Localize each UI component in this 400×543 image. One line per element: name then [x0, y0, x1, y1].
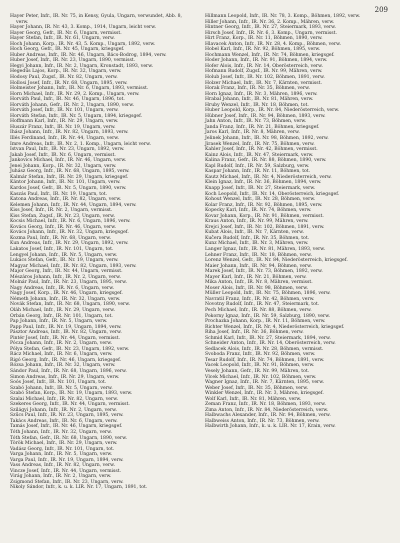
casualty-entry: Virág Johann, Infr., IR. Nr. 2, Ungarn, verw.: [10, 474, 112, 480]
casualty-entry: Mika Anton, Infr., IR. Nr. 8, Mähren, vermisst.: [205, 280, 313, 286]
casualty-entry: Müller Leopold, Infr., IR. Nr. 75, Böhmen, 1896, verw.: [205, 291, 331, 297]
casualty-entry: Katona Andreas, Infr., IR. Nr. 82, Ungarn, verw.: [10, 197, 122, 203]
casualty-entry: Kohout Wenzel, Infr., IR. Nr. 28, Böhmen, verw.: [205, 197, 316, 203]
casualty-entry: Magyar Michael, Infr., IR. Nr. 82, Ungarn, 1893, verw.: [10, 263, 137, 269]
left-column: [10, 14, 190, 491]
casualty-entry: Krejci Josef, Infr., IR. Nr. 102, Böhmen, 1891, verw.: [205, 224, 325, 230]
casualty-entry: Kolar Franz, Infr., IR. Nr. 92, Böhmen, 1895, verw.: [205, 202, 323, 208]
casualty-entry: Hochmann Wenzel, Infr., IR. Nr. 74, Böhmen, kriegsgef.: [205, 52, 335, 58]
casualty-entry: Wolf Karl, Infr., IR. Nr. 81, Mähren, verw.: [205, 396, 302, 402]
casualty-entry: Hiller Johann, Infr., IR. Nr. 36, 2. Komp., Mähren, verw.: [205, 19, 335, 25]
casualty-entry: Horváth Paul, Infr., IR. Nr. 46, Ungarn, 1896, tot.: [10, 97, 125, 103]
casualty-entry: Hirt Franz, Korp., IR. Nr. 11, Böhmen, 1890, verw.: [205, 36, 323, 42]
casualty-entry: Ihász Johann, Infr., IR. Nr. 82, Ungarn, 1893, verw.: [10, 130, 129, 136]
casualty-entry: Kovács Georg, Infr., IR. Nr. 46, Ungarn, verw.: [10, 224, 117, 230]
right-column: [205, 14, 385, 430]
casualty-entry: Hobel Karl, Infr., IR. Nr. 92, Böhmen, 1895, verw.: [205, 47, 321, 53]
casualty-entry: Lorenz Wenzel, Gefr., IR. Nr. 84, Niederösterreich, kriegsgef.: [205, 258, 348, 264]
casualty-entry: Mészáros Johann, Infr., IR. Nr. 2, Ungarn, verw.: [10, 274, 122, 280]
casualty-entry: Rácz Michael, Infr., IR. Nr. 6, Ungarn, verw.: [10, 352, 113, 358]
casualty-entry: Rózsa Johann, Infr., IR. Nr. 32, Ungarn, verw.: [10, 363, 116, 369]
casualty-entry: Kraus Anton, Infr., IR. Nr. 99, Mähren, verw.: [205, 219, 309, 225]
casualty-entry: Halbwachs Alexander, Infr., IR. Nr. 94, Böhmen, verw.: [205, 413, 331, 419]
casualty-entry: Major Georg, Infr., IR. Nr. 44, Ungarn, vermisst.: [10, 269, 123, 275]
casualty-entry: Hruby Wenzel, Infr., IR. Nr. 18, Böhmen, tot.: [205, 102, 309, 108]
casualty-entry: Nagy Josef, Korp., IR. Nr. 46, Ungarn, kriegsgef.: [10, 291, 123, 297]
casualty-entry: Vlcek Michael, Infr., IR. Nr. 102, Böhmen, verw.: [205, 374, 317, 380]
casualty-entry: Hodosy Paul, Zugsf., IR. Nr. 82, Ungarn, verw.: [10, 75, 118, 81]
casualty-entry: Huber Leopold, Korp., IR. Nr. 84, Niederösterreich, verw.: [205, 108, 340, 114]
casualty-entry: Hayer Stefan, Infr., IR. Nr. 61, Ungarn, verw.: [10, 36, 115, 42]
casualty-entry: Navratil Franz, Infr., IR. Nr. 42, Böhmen, verw.: [205, 296, 315, 302]
casualty-entry: Halbweiss Anton, Infr., IR. Nr. 73, Böhmen, verw.: [205, 418, 320, 424]
casualty-entry: Pintér Josef, Infr., IR. Nr. 44, Ungarn, vermisst.: [10, 335, 120, 341]
casualty-entry: Svoboda Franz, Infr., IR. Nr. 92, Böhmen, verw.: [205, 352, 316, 358]
casualty-entry: Horváth Johann, Gefr., IR. Nr. 2, Ungarn, 1890, verw.: [10, 102, 135, 108]
casualty-entry: Hayer Georg, Gefr., IR. Nr. 6, Ungarn, vermisst.: [10, 30, 122, 36]
casualty-entry: Schneider Anton, Infr., IR. Nr. 14, Oberösterreich, verw.: [205, 341, 336, 347]
casualty-entry: Szűcs Paul, Infr., IR. Nr. 23, Ungarn, 1895, verw.: [10, 413, 124, 419]
casualty-entry: Hrabal Johann, Infr., IR. Nr. 81, Mähren, verw.: [205, 97, 314, 103]
casualty-entry: Kovács Johann, Infr., IR. Nr. 32, Ungarn, kriegsgef.: [10, 230, 129, 236]
casualty-entry: Orbán Georg, Infr., IR. Nr. 101, Ungarn, tot.: [10, 313, 113, 319]
casualty-entry: Lehner Franz, Infr., IR. Nr. 18, Böhmen, verw.: [205, 252, 313, 258]
casualty-entry: Holub Josef, Infr., IR. Nr. 102, Böhmen, 1891, verw.: [205, 75, 325, 81]
casualty-entry: Zsigmond Stefan, Infr., IR. Nr. 23, Ungarn, verw.: [10, 479, 124, 485]
casualty-entry: Novotny Rudolf, Infr., IR. Nr. 47, Steiermark, tot.: [205, 302, 320, 308]
casualty-entry: Tóth Stefan, Gefr., IR. Nr. 68, Ungarn, 1890, verw.: [10, 435, 128, 441]
casualty-entry: Hlavacek Anton, Infr., IR. Nr. 28, 4. Komp., Böhmen, verw.: [205, 41, 341, 47]
casualty-entry: Janda Franz, Infr., IR. Nr. 21, Böhmen, kriegsgef.: [205, 124, 320, 130]
casualty-entry: Hillmann Leopold, Infr., IR. Nr. 78, 3. Komp., Böhmen, 1892, verw.: [205, 14, 361, 19]
casualty-entry: Rigó Georg, Infr., IR. Nr. 46, Ungarn, kriegsgef.: [10, 357, 122, 363]
casualty-entry: Varga Johann, Infr., IR. Nr. 5, Ungarn, verw.: [10, 452, 113, 458]
casualty-entry: Takács Andreas, Infr., IR. Nr. 6, Ungarn, verw.: [10, 418, 118, 424]
casualty-entry: Hayer Johann, IR. Nr. 43, 3. Komp., 1914, Ungarn, leicht verw.: [10, 25, 157, 31]
casualty-entry: Kun Andreas, Infr., IR. Nr. 29, Ungarn, 1892, verw.: [10, 241, 129, 247]
casualty-entry: Wagner Ignaz, Infr., IR. Nr. 7, Kärnten, 1895, verw.: [205, 380, 325, 386]
casualty-entry: Kautz Michael, Infr., IR. Nr. 4, Niederösterreich, verw.: [205, 174, 332, 180]
casualty-entry: Hegedűs Lajos, Korp., IR. Nr. 32, Ungarn, verw.: [10, 69, 122, 75]
casualty-entry: Imre Andreas, Infr., IR. Nr. 2, 1. Komp., Ungarn, leicht verw.: [10, 141, 151, 147]
casualty-entry: Hegyi Johann, Infr., IR. Nr. 2, Ungarn, Kronstadt, 1893, verw.: [10, 63, 154, 69]
casualty-entry: Simon Andreas, Infr., IR. Nr. 29, Ungarn, verw.: [10, 374, 120, 380]
casualty-entry: Kardos Josef, Gefr., IR. Nr. 5, Ungarn, 1890, verw.: [10, 185, 127, 191]
casualty-entry: Kaszás Paul, Infr., IR. Nr. 19, Ungarn, tot.: [10, 191, 108, 197]
casualty-entry: Török Michael, Infr., IR. Nr. 29, Ungarn, verw.: [10, 441, 118, 447]
casualty-entry: Szalai Michael, Infr., IR. Nr. 82, Ungarn, verw.: [10, 396, 119, 402]
casualty-entry: Moser Alois, Infr., IR. Nr. 98, Böhmen, verw.: [205, 285, 309, 291]
casualty-entry: Koch Leopold, Infr., IR. Nr. 14, Oberösterreich, kriegsgef.: [205, 191, 340, 197]
casualty-entry: Kopecky Karl, Infr., IR. Nr. 74, Böhmen, verw.: [205, 208, 312, 214]
casualty-entry: Pokorny Ignaz, Infr., IR. Nr. 59, Salzburg, 1890, verw.: [205, 313, 331, 319]
casualty-entry: Oláh Michael, Infr., IR. Nr. 29, Ungarn, verw.: [10, 307, 116, 313]
casualty-entry: Soós Josef, Infr., IR. Nr. 101, Ungarn, tot.: [10, 380, 107, 386]
casualty-entry: Winkler Wenzel, Infr., IR. Nr. 3, Mähren, kriegsgef.: [205, 391, 324, 397]
casualty-entry: Szekeres Georg, Infr., IR. Nr. 44, Ungarn, vermisst.: [10, 402, 130, 408]
casualty-entry: Papp Paul, Infr., IR. Nr. 19, Ungarn, 1894, verw.: [10, 324, 122, 330]
casualty-entry: Hoffmann Karl, Infr., IR. Nr. 29, Ungarn, verw.: [10, 119, 119, 125]
casualty-entry: Varga Paul, Infr., IR. Nr. 19, Ungarn, 1894, verw.: [10, 457, 124, 463]
casualty-entry: Kiss Stefan, Zugsf., IR. Nr. 23, Ungarn, verw.: [10, 213, 116, 219]
casualty-entry: Horak Franz, Infr., IR. Nr. 35, Böhmen, verw.: [205, 86, 310, 92]
casualty-entry: Pap Johann, Infr., IR. Nr. 5, Ungarn, verw.: [10, 319, 108, 325]
casualty-entry: Horváth Stefan, Infr., IR. Nr. 5, Ungarn, 1894, kriegsgef.: [10, 113, 143, 119]
casualty-entry: Hoch Georg, Gefr., IR. Nr. 45, Ungarn, kriegsgef.: [10, 47, 125, 53]
casualty-entry: Jaros Karl, Infr., IR. Nr. 8, Mähren, verw.: [205, 130, 300, 136]
casualty-entry: Hoch Johann, Korp., IR. Nr. 43, 5. Komp., Ungarn, 1892, verw.: [10, 41, 156, 47]
casualty-entry: Hirsch Josef, Infr., IR. Nr. 6, 3. Komp., Ungarn, vermisst.: [205, 30, 337, 36]
casualty-entry: Knapp Josef, Infr., IR. Nr. 27, Steiermark, verw.: [205, 185, 316, 191]
casualty-entry: Szilágyi Johann, Infr., IR. Nr. 2, Ungarn, verw.: [10, 407, 118, 413]
casualty-entry: Sedlacek Alois, Infr., IR. Nr. 28, Böhmen, vermisst.: [205, 346, 324, 352]
casualty-entry: Prochazka Johann, Korp., IR. Nr. 11, Böhmen, verw.: [205, 319, 326, 325]
casualty-entry: Richter Wenzel, Infr., IR. Nr. 4, Niederösterreich, kriegsgef.: [205, 324, 345, 330]
casualty-entry: Hintner Georg, Infr., IR. Nr. 27, Steiermark, 1893, verw.: [205, 25, 337, 31]
casualty-entry: Tóth Johann, Infr., IR. Nr. 32, Ungarn, verw.: [10, 430, 112, 436]
casualty-entry: Jahn Anton, Infr., IR. Nr. 73, Böhmen, verw.: [205, 119, 307, 125]
casualty-entry: Illés Ferdinand, Infr., IR. Nr. 44, Ungarn, verw.: [10, 136, 120, 142]
casualty-entry: Hollosi Josef, Infr., IR. Nr. 68, Ungarn, 1895, verw.: [10, 80, 128, 86]
casualty-entry: Pech Michael, Infr., IR. Nr. 88, Böhmen, verw.: [205, 307, 312, 313]
casualty-entry: Vass Andreas, Infr., IR. Nr. 82, Ungarn, verw.: [10, 463, 116, 469]
casualty-entry: Kántor Johann, Infr., IR. Nr. 101, Ungarn, verw.: [10, 180, 121, 186]
casualty-entry: Hofer Alois, Infr., IR. Nr. 14, Oberösterreich, verw.: [205, 63, 323, 69]
casualty-entry: Horváth Josef, Infr., IR. Nr. 101, Ungarn, verw.: [10, 108, 119, 114]
casualty-entry: Nagy Andreas, Infr., IR. Nr. 6, Ungarn, verw.: [10, 285, 115, 291]
casualty-entry: Huber Andreas, Infr., IR. Nr. 46, Ungarn, Bács-Bodrog, 1894, verw.: [10, 52, 167, 58]
casualty-entry: Vadász Georg, Infr., IR. Nr. 101, Ungarn, tot.: [10, 446, 115, 452]
casualty-entry: Tesar Rudolf, Infr., IR. Nr. 74, Böhmen, 1891, verw.: [205, 357, 325, 363]
casualty-entry: Langer Ignaz, Infr., IR. Nr. 81, Mähren, 1893, verw.: [205, 246, 326, 252]
casualty-entry: Vacek Leopold, Infr., IR. Nr. 91, Böhmen, verw.: [205, 363, 315, 369]
casualty-entry: Kahler Josef, Infr., IR. Nr. 42, Böhmen, vermisst.: [205, 147, 318, 153]
casualty-entry: Kainz Alois, Infr., IR. Nr. 47, Steiermark, verw.: [205, 152, 314, 158]
casualty-entry: Marek Josef, Infr., IR. Nr. 73, Böhmen, 1892, verw.: [205, 269, 323, 275]
casualty-entry: Kiss Josef, Infr., IR. Nr. 2, Ungarn, vermisst.: [10, 208, 113, 214]
casualty-entry: Molnár Paul, Infr., IR. Nr. 23, Ungarn, 1895, verw.: [10, 280, 127, 286]
casualty-entry: Kocsis Michael, Infr., IR. Nr. 6, Ungarn, 1896, verw.: [10, 219, 131, 225]
casualty-entry: Kubat Alois, Infr., IR. Nr. 7, Kärnten, verw.: [205, 230, 304, 236]
casualty-entry: Holzer Michael, Infr., IR. Nr. 7, Kärnten, vermisst.: [205, 80, 322, 86]
casualty-entry: Lukács Stefan, Gefr., IR. Nr. 19, Ungarn, verw.: [10, 258, 119, 264]
casualty-entry: Pásztor Andreas, Infr., IR. Nr. 82, Ungarn, verw.: [10, 330, 122, 336]
casualty-entry: Sándor Paul, Infr., IR. Nr. 68, Ungarn, 1896, verw.: [10, 369, 127, 374]
casualty-entry: Németh Johann, Infr., IR. Nr. 32, Ungarn, verw.: [10, 296, 121, 302]
casualty-entry: Nikoly Sándor, Infr., k. u. k. LIR. Nr. 17, Ungarn, 1891, tot.: [10, 485, 148, 491]
page-number: 209: [374, 6, 388, 14]
casualty-entry: Jakab Josef, Infr., IR. Nr. 6, Ungarn, vermisst.: [10, 152, 116, 158]
casualty-entry: Kozma Paul, Infr., IR. Nr. 68, Ungarn, verw.: [10, 235, 112, 241]
casualty-entry: Pócza Johann, Infr., IR. Nr. 2, Ungarn, verw.: [10, 341, 113, 347]
casualty-entry: Lengyel Johann, Infr., IR. Nr. 5, Ungarn, verw.: [10, 252, 118, 258]
casualty-entry: Kovar Johann, Korp., IR. Nr. 91, Böhmen, vermisst.: [205, 213, 324, 219]
casualty-entry: Jelinek Johann, Infr., IR. Nr. 98, Böhmen, 1892, verw.: [205, 136, 329, 142]
casualty-entry: Kapl Rudolf, Infr., IR. Nr. 59, Salzburg, verw.: [205, 163, 310, 169]
casualty-entry: Schmid Karl, Infr., IR. Nr. 27, Steiermark, 1894, verw.: [205, 335, 331, 341]
casualty-entry: Huszár Franz, Infr., IR. Nr. 19, Ungarn, verw.: [10, 124, 116, 130]
casualty-entry: Juhász Georg, Infr., IR. Nr. 68, Ungarn, 1895, verw.: [10, 169, 130, 175]
casualty-entry: Horn Michael, Infr., IR. Nr. 29, 2. Komp., Ungarn, verw.: [10, 91, 140, 97]
casualty-entry: Pólya Stefan, Gefr., IR. Nr. 23, Ungarn, 1892, verw.: [10, 346, 130, 352]
casualty-entry: Kelemen Johann, Infr., IR. Nr. 44, Ungarn, 1894, verw.: [10, 202, 137, 208]
casualty-entry: Huber Josef, Infr., IR. Nr. 23, Ungarn, 1890, vermisst.: [10, 58, 136, 64]
casualty-entry: Halbwirth Johann, Infr., k. u. k. LIR. Nr. 17, Krain, verw.: [205, 424, 336, 430]
casualty-entry: Hübner Josef, Infr., IR. Nr. 94, Böhmen, 1893, verw.: [205, 113, 326, 119]
casualty-entry: Novák Stefan, Infr., IR. Nr. 68, Ungarn, 1890, verw.: [10, 302, 131, 308]
casualty-entry: Vincze Josef, Infr., IR. Nr. 44, Ungarn, vermisst.: [10, 468, 122, 474]
casualty-entry: Jenei Johann, Korp., IR. Nr. 32, Ungarn, verw.: [10, 163, 117, 169]
casualty-entry: Hoder Johann, Infr., IR. Nr. 91, Böhmen, 1894, verw.: [205, 58, 328, 64]
casualty-entry: Kalmár Stefan, Infr., IR. Nr. 29, Ungarn, kriegsgef.: [10, 174, 129, 180]
casualty-entry: Zima Anton, Infr., IR. Nr. 84, Niederösterreich, verw.: [205, 407, 329, 413]
casualty-entry: Klein Ignaz, Infr., IR. Nr. 36, Böhmen, 1894, verw.: [205, 180, 322, 186]
casualty-entry: Szabó Johann, Infr., IR. Nr. 5, Ungarn, verw.: [10, 385, 113, 391]
casualty-entry: Zeman Franz, Infr., IR. Nr. 18, Böhmen, 1893, verw.: [205, 402, 327, 408]
casualty-entry: Weber Josef, Infr., IR. Nr. 35, Böhmen, verw.: [205, 385, 309, 391]
casualty-entry: Kalina Franz, Gefr., IR. Nr. 88, Böhmen, 1890, verw.: [205, 158, 327, 164]
casualty-entry: Szabó Stefan, Korp., IR. Nr. 19, Ungarn, 1893, verw.: [10, 391, 133, 397]
casualty-entry: Istvan Paul, Infr., IR. Nr. 23, Ungarn, 1892, verw.: [10, 147, 125, 153]
casualty-entry: Hofmann Rudolf, Zugsf., IR. Nr. 99, Mähren, verw.: [205, 69, 323, 75]
casualty-entry: Jankovics Michael, Infr., IR. Nr. 46, Ungarn, verw.: [10, 158, 127, 164]
casualty-entry: Jirasek Wenzel, Infr., IR. Nr. 75, Böhmen, verw.: [205, 141, 315, 147]
casualty-entry: Kučera Rudolf, Infr., IR. Nr. 35, Böhmen, tot.: [205, 235, 310, 241]
casualty-entry: Holmeister Johann, Infr., IR. Nr. 6, Ungarn, 1893, vermisst.: [10, 86, 149, 92]
casualty-entry: Mayer Karl, Infr., IR. Nr. 21, Böhmen, verw.: [205, 274, 307, 280]
casualty-entry: Maier Johann, Infr., IR. Nr. 94, Böhmen, verw.: [205, 263, 312, 269]
casualty-entry: Kaspar Johann, Infr., IR. Nr. 11, Böhmen, tot.: [205, 169, 311, 175]
casualty-entry: Kunz Michael, Infr., IR. Nr. 3, Mähren, verw.: [205, 241, 309, 247]
casualty-entry: Riha Josef, Infr., IR. Nr. 36, Böhmen, verw.: [205, 330, 304, 336]
casualty-entry: Lakatos Josef, Infr., IR. Nr. 101, Ungarn, tot.: [10, 246, 114, 252]
casualty-entry: Tamás Josef, Infr., IR. Nr. 46, Ungarn, kriegsgef.: [10, 424, 123, 430]
casualty-entry: Hayer Peter, Infr., IR. Nr. 75, in Kensy, Gyula, Ungarn, verwundet, Abb. 8, verw.: [10, 14, 182, 25]
casualty-entry: Vesely Johann, Gefr., IR. Nr. 99, Mähren, tot.: [205, 369, 310, 374]
casualty-entry: Horn Ignaz, Infr., IR. Nr. 3, Mähren, 1896, verw.: [205, 91, 318, 97]
